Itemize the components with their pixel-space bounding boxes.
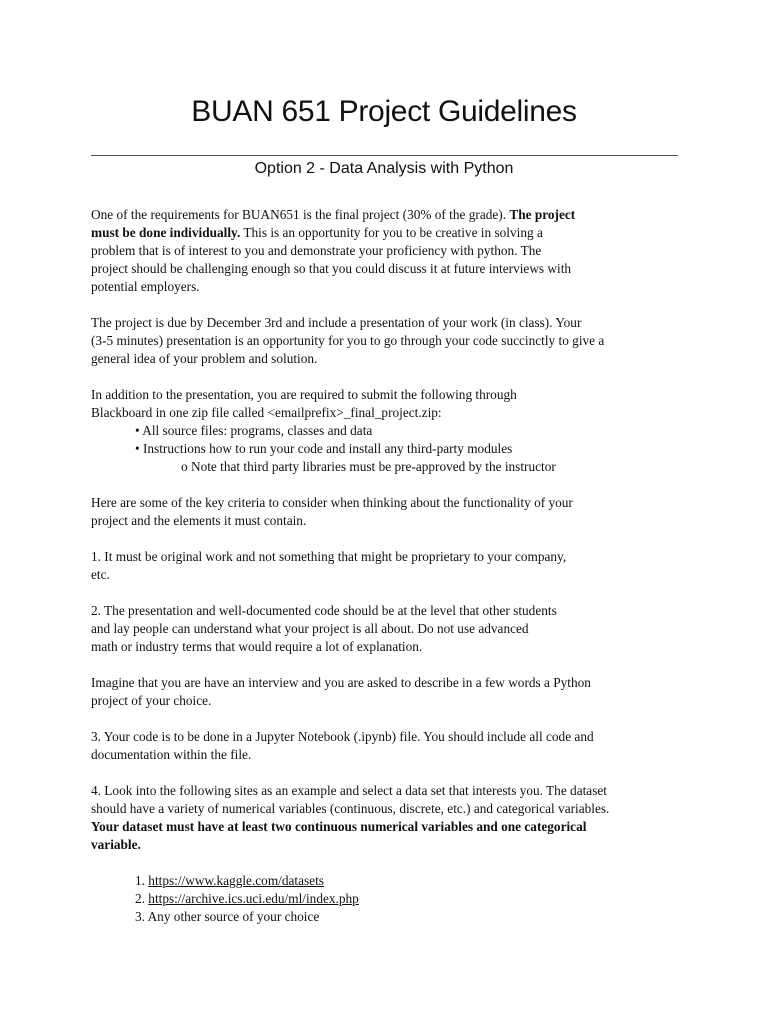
criterion-4-line-4: variable. (91, 837, 141, 852)
criterion-4 (91, 782, 681, 854)
page-subtitle: Option 2 - Data Analysis with Python (254, 160, 514, 177)
criteria-intro-line-1: Here are some of the key criteria to consider when thinking about the functionality of your (91, 495, 573, 510)
criteria-intro-line-2: project and the elements it must contain. (91, 513, 307, 528)
submission-list (91, 422, 681, 458)
criterion-2-line-1: 2. The presentation and well-documented code should be at the level that other students (91, 603, 557, 618)
submission-line-2: Blackboard in one zip file called <emailprefix>_final_project.zip: (91, 405, 442, 420)
interview-line-1: Imagine that you are have an interview and you are asked to describe in a few words a Python (91, 675, 591, 690)
criterion-3 (91, 728, 681, 764)
submission-line-1: In addition to the presentation, you are required to submit the following through (91, 387, 517, 402)
interview-line-2: project of your choice. (91, 693, 212, 708)
criterion-4-line-1: 4. Look into the following sites as an example and select a data set that interests you. The dataset (91, 783, 607, 798)
criterion-2-line-3: math or industry terms that would require a lot of explanation. (91, 639, 423, 654)
criterion-1 (91, 548, 681, 584)
criterion-1-line-2: etc. (91, 567, 110, 582)
list-item (135, 890, 681, 908)
due-paragraph (91, 314, 681, 368)
criterion-1-line-1: 1. It must be original work and not something that might be proprietary to your company, (91, 549, 567, 564)
intro-line-2b: This is an opportunity for you to be creative in solving a (240, 225, 543, 240)
list-item (135, 908, 681, 926)
criterion-2-line-2: and lay people can understand what your project is all about. Do not use advanced (91, 621, 529, 636)
intro-line-2a: must be done individually. (91, 225, 241, 240)
intro-line-1a: One of the requirements for BUAN651 is the final project (30% of the grade). (91, 207, 510, 222)
list-number: 1. (135, 873, 149, 888)
intro-paragraph (91, 206, 681, 296)
list-item: • All source files: programs, classes and data (135, 423, 373, 438)
intro-line-1b: The project (509, 207, 576, 222)
page-title: BUAN 651 Project Guidelines (191, 95, 577, 128)
due-line-1: The project is due by December 3rd and include a presentation of your work (in class). Your (91, 315, 582, 330)
criterion-2 (91, 602, 681, 656)
criterion-3-line-2: documentation within the file. (91, 747, 252, 762)
sub-list-item: o Note that third party libraries must be pre-approved by the instructor (181, 459, 556, 474)
criteria-intro (91, 494, 681, 530)
list-item (135, 872, 681, 890)
dataset-source-list (91, 872, 681, 926)
list-item: • Instructions how to run your code and install any third-party modules (135, 441, 513, 456)
submission-paragraph (91, 386, 681, 422)
due-line-2: (3-5 minutes) presentation is an opportunity for you to go through your code succinctly to give a (91, 333, 605, 348)
list-number: 3. (135, 909, 148, 924)
interview-paragraph (91, 674, 681, 710)
due-line-3: general idea of your problem and solution. (91, 351, 318, 366)
criterion-4-line-2: should have a variety of numerical variables (continuous, discrete, etc.) and categorical variables. (91, 801, 610, 816)
title-divider (91, 155, 678, 156)
list-number: 2. (135, 891, 149, 906)
uci-archive-link[interactable]: https://archive.ics.uci.edu/ml/index.php (148, 891, 359, 906)
document-body (91, 206, 681, 926)
intro-line-4: project should be challenging enough so that you could discuss it at future interviews with (91, 261, 572, 276)
kaggle-link[interactable]: https://www.kaggle.com/datasets (148, 873, 324, 888)
intro-line-3: problem that is of interest to you and demonstrate your proficiency with python. The (91, 243, 542, 258)
criterion-3-line-1: 3. Your code is to be done in a Jupyter Notebook (.ipynb) file. You should include all code and (91, 729, 594, 744)
intro-line-5: potential employers. (91, 279, 200, 294)
criterion-4-line-3: Your dataset must have at least two continuous numerical variables and one categorical (91, 819, 587, 834)
other-source-text: Any other source of your choice (147, 909, 320, 924)
